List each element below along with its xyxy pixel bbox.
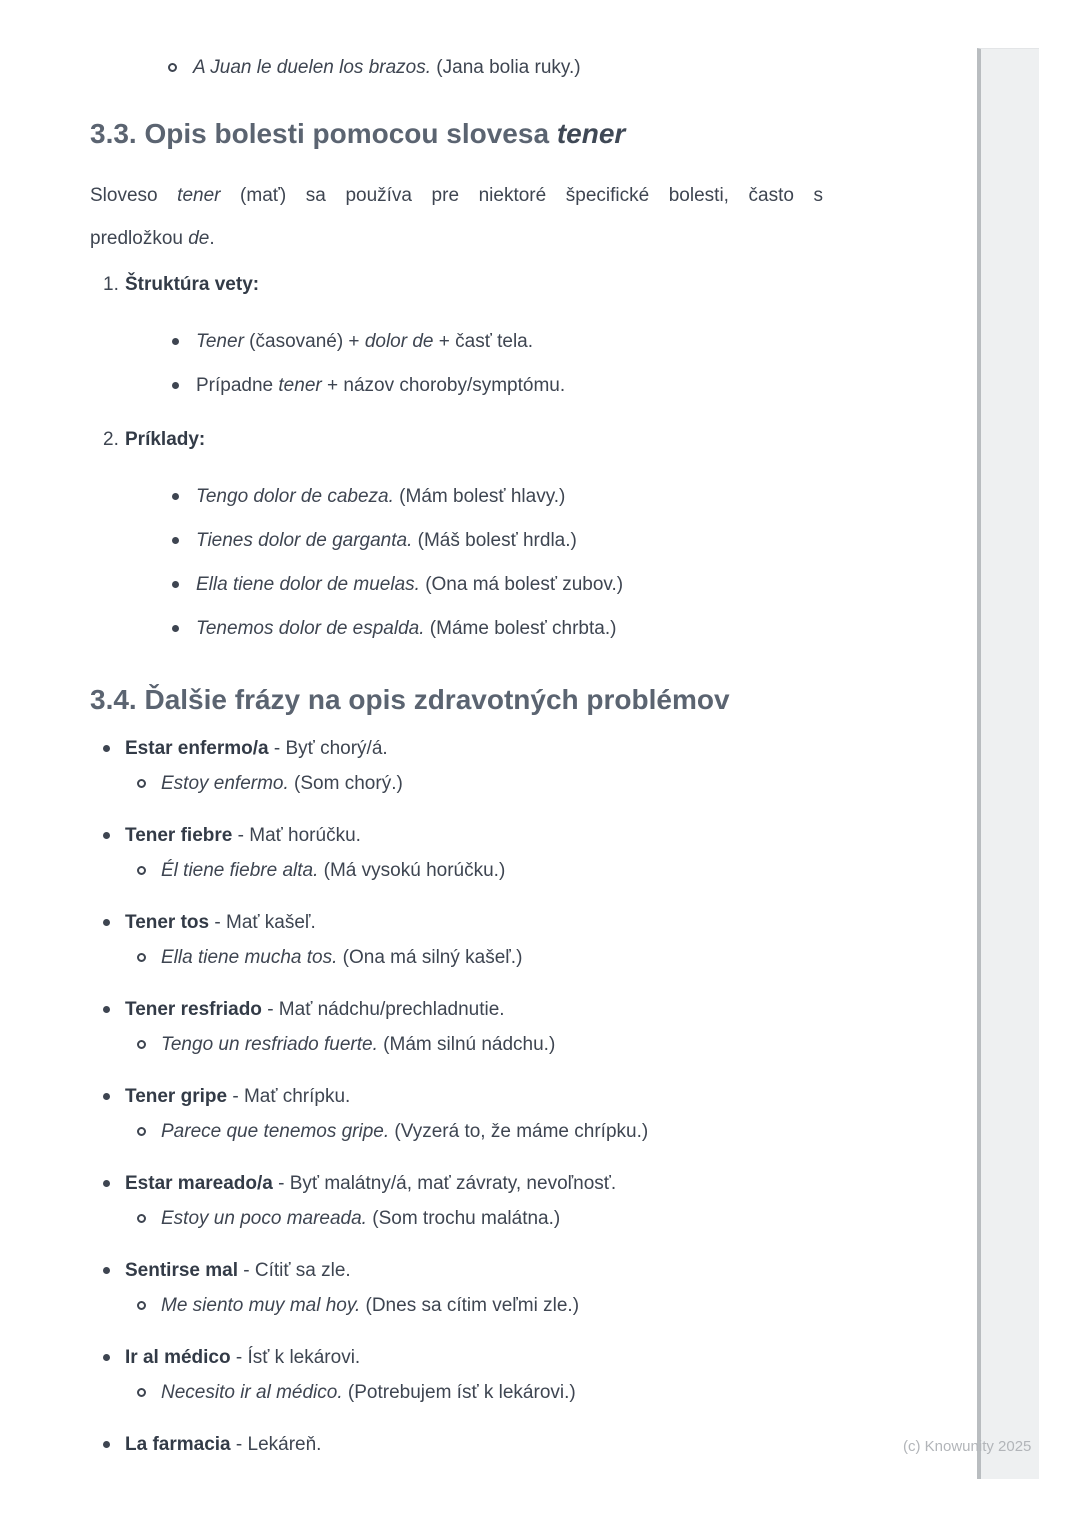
term-label: Ir al médico <box>125 1347 231 1368</box>
list-text: + názov choroby/symptómu. <box>321 375 566 396</box>
term-label: Tener fiebre <box>125 825 233 846</box>
italic-term: tener <box>177 185 221 206</box>
section-33-heading <box>90 116 823 152</box>
term-definition: - Mať chrípku. <box>227 1086 351 1107</box>
section-33-paragraph <box>90 174 823 260</box>
list-text: + časť tela. <box>433 331 534 352</box>
page-edge-strip <box>977 48 1039 1479</box>
term-label: Estar enfermo/a <box>125 738 269 759</box>
example-item <box>125 481 823 512</box>
example-item <box>90 942 823 973</box>
watermark: (c) Knowunity 2025 <box>903 1438 1032 1455</box>
example-item <box>90 768 823 799</box>
example-item <box>90 52 823 83</box>
heading-text: 3.3. Opis bolesti pomocou slovesa <box>90 118 557 149</box>
list-number: 2. <box>103 429 119 450</box>
slovak-translation: (Potrebujem ísť k lekárovi.) <box>342 1382 576 1403</box>
slovak-translation: (Dnes sa cítim veľmi zle.) <box>360 1295 580 1316</box>
phrase-group <box>90 1429 823 1460</box>
slovak-translation: (Ona má silný kašeľ.) <box>337 947 523 968</box>
slovak-translation: (Jana bolia ruky.) <box>431 57 581 78</box>
paragraph-line-2 <box>90 217 823 260</box>
spanish-phrase: Necesito ir al médico. <box>161 1382 343 1403</box>
term-definition: - Lekáreň. <box>230 1434 322 1455</box>
structure-sublist <box>125 326 823 401</box>
term-definition: - Mať nádchu/prechladnutie. <box>261 999 505 1020</box>
italic-term: de <box>188 228 210 249</box>
list-text: Prípadne <box>196 375 279 396</box>
example-item <box>90 1377 823 1408</box>
phrase-group <box>90 820 823 886</box>
slovak-translation: (Máš bolesť hrdla.) <box>412 530 577 551</box>
paragraph-text: Sloveso <box>90 185 178 206</box>
spanish-phrase: Tenemos dolor de espalda. <box>196 618 425 639</box>
term-definition: - Cítiť sa zle. <box>238 1260 351 1281</box>
phrase-group <box>90 1255 823 1321</box>
example-item <box>125 613 823 644</box>
phrase-group <box>90 733 823 799</box>
term-label: Sentirse mal <box>125 1260 238 1281</box>
spanish-phrase: Ella tiene dolor de muelas. <box>196 574 420 595</box>
term-item <box>90 1168 823 1199</box>
phrase-group <box>90 994 823 1060</box>
intro-list <box>90 52 823 83</box>
slovak-translation: (Máme bolesť chrbta.) <box>424 618 617 639</box>
example-item <box>90 1116 823 1147</box>
spanish-phrase: Estoy un poco mareada. <box>161 1208 367 1229</box>
term-label: Tener gripe <box>125 1086 228 1107</box>
spanish-phrase: Ella tiene mucha tos. <box>161 947 338 968</box>
slovak-translation: (Som chorý.) <box>288 773 403 794</box>
term-item <box>90 1255 823 1286</box>
paragraph-text: predložkou <box>90 228 189 249</box>
example-item <box>125 525 823 556</box>
list-label: Štruktúra vety: <box>125 274 260 295</box>
phrase-group <box>90 1081 823 1147</box>
heading-accent-term: tener <box>556 118 626 149</box>
paragraph-text: . <box>209 228 215 249</box>
spanish-phrase: Estoy enfermo. <box>161 773 289 794</box>
phrase-group <box>90 907 823 973</box>
spanish-phrase: Me siento muy mal hoy. <box>161 1295 361 1316</box>
phrase-group <box>90 1342 823 1408</box>
slovak-translation: (Má vysokú horúčku.) <box>318 860 506 881</box>
slovak-translation: (Mám bolesť hlavy.) <box>393 486 566 507</box>
examples-list <box>125 481 823 644</box>
term-definition: - Mať horúčku. <box>232 825 361 846</box>
structure-item <box>125 326 823 357</box>
structure-ordered-list <box>90 269 823 644</box>
numbered-item-examples <box>90 424 823 644</box>
italic-term: dolor de <box>364 331 434 352</box>
term-label: Tener resfriado <box>125 999 262 1020</box>
term-definition: - Byť malátny/á, mať závraty, nevoľnosť. <box>272 1173 617 1194</box>
spanish-phrase: A Juan le duelen los brazos. <box>193 57 432 78</box>
spanish-phrase: Él tiene fiebre alta. <box>161 860 319 881</box>
italic-term: tener <box>278 375 322 396</box>
slovak-translation: (Vyzerá to, že máme chrípku.) <box>389 1121 649 1142</box>
example-item <box>90 1290 823 1321</box>
term-label: La farmacia <box>125 1434 231 1455</box>
term-definition: - Ísť k lekárovi. <box>230 1347 361 1368</box>
term-item <box>90 820 823 851</box>
term-item <box>90 1429 823 1460</box>
term-definition: - Byť chorý/á. <box>268 738 388 759</box>
spanish-phrase: Tienes dolor de garganta. <box>196 530 413 551</box>
slovak-translation: (Mám silnú nádchu.) <box>377 1034 556 1055</box>
content-column <box>90 52 823 1481</box>
term-item <box>90 1081 823 1112</box>
term-definition: - Mať kašeľ. <box>209 912 316 933</box>
structure-item <box>125 370 823 401</box>
paragraph-line-1 <box>90 174 823 217</box>
example-item <box>90 1203 823 1234</box>
term-item <box>90 994 823 1025</box>
list-number: 1. <box>103 274 119 295</box>
section-34-heading: 3.4. Ďalšie frázy na opis zdravotných problémov <box>90 684 730 715</box>
term-item <box>90 1342 823 1373</box>
paragraph-text: (mať) sa používa pre niektoré špecifické bolesti, často s <box>220 185 824 206</box>
example-item <box>90 1029 823 1060</box>
term-label: Estar mareado/a <box>125 1173 273 1194</box>
spanish-phrase: Parece que tenemos gripe. <box>161 1121 390 1142</box>
term-item <box>90 733 823 764</box>
term-label: Tener tos <box>125 912 210 933</box>
numbered-item-structure <box>90 269 823 401</box>
phrase-groups <box>90 733 823 1460</box>
example-item <box>90 855 823 886</box>
example-item <box>125 569 823 600</box>
spanish-phrase: Tengo un resfriado fuerte. <box>161 1034 378 1055</box>
spanish-phrase: Tengo dolor de cabeza. <box>196 486 394 507</box>
phrase-group <box>90 1168 823 1234</box>
slovak-translation: (Ona má bolesť zubov.) <box>419 574 624 595</box>
list-text: (časované) + <box>243 331 365 352</box>
term-item <box>90 907 823 938</box>
slovak-translation: (Som trochu malátna.) <box>366 1208 561 1229</box>
list-label: Príklady: <box>125 429 206 450</box>
italic-term: Tener <box>196 331 244 352</box>
